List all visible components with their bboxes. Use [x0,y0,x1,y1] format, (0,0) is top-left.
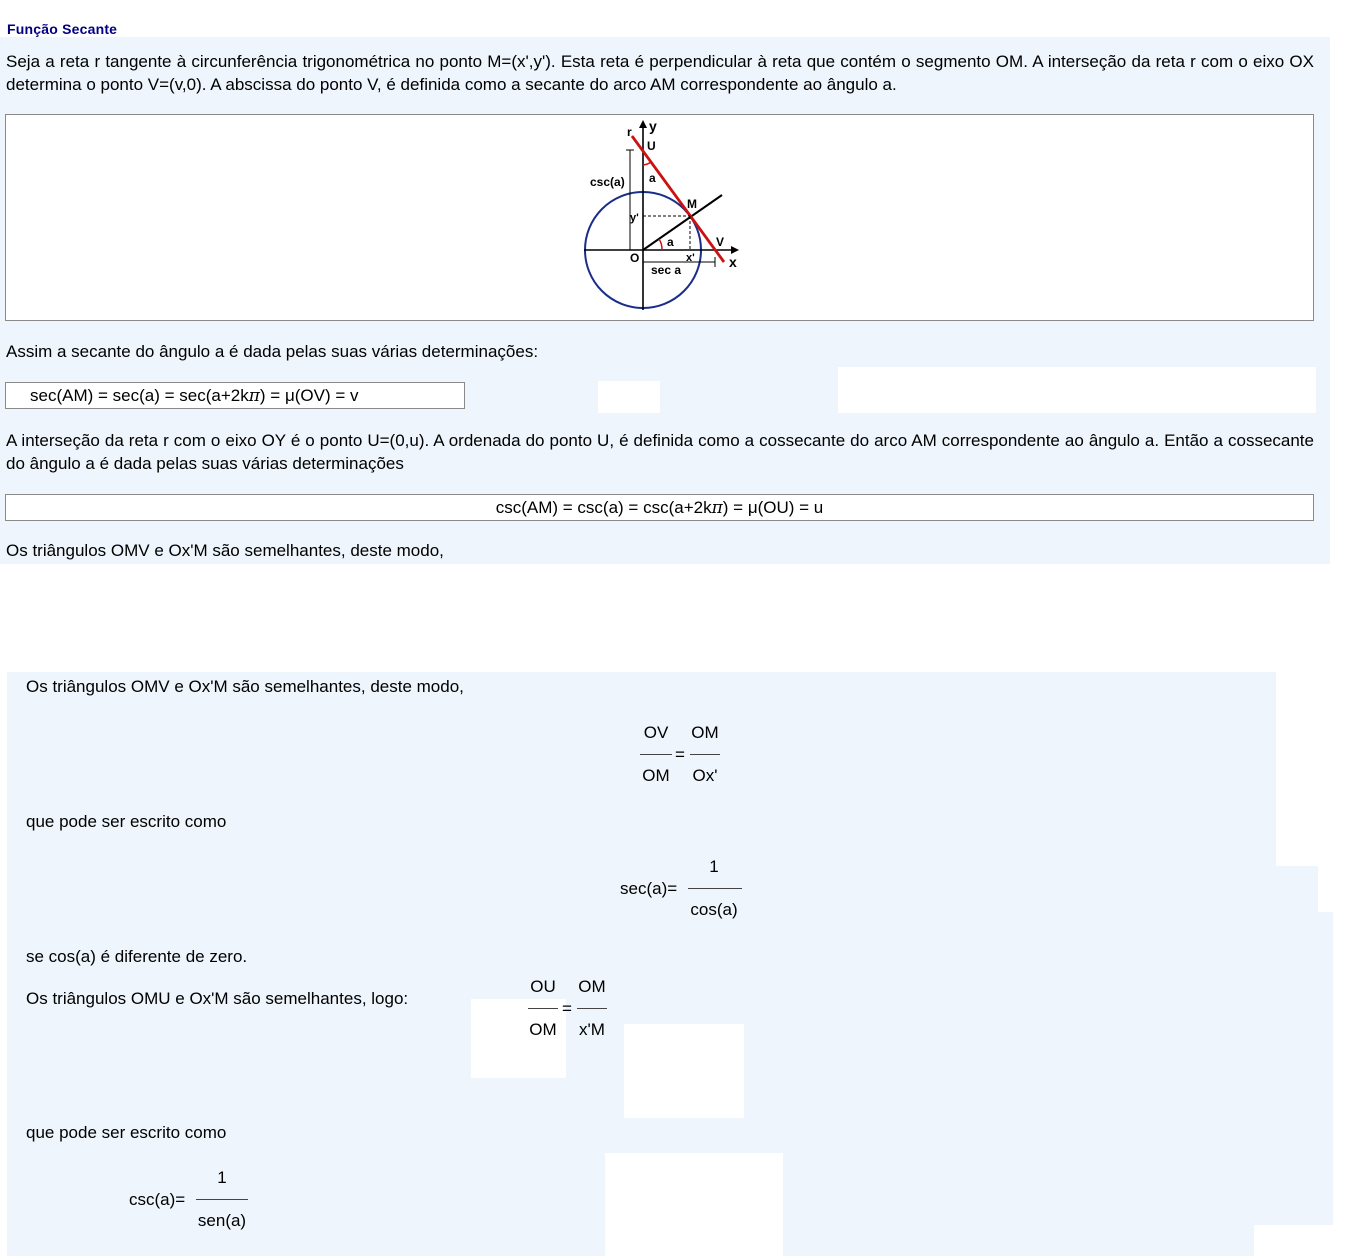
patch [838,367,1316,413]
csc-definition-lhs: csc(a)= [129,1190,186,1209]
pi-symbol: π [711,498,723,518]
tangent-line-r [632,136,724,262]
equals-sign: = [675,745,685,764]
label-sec: sec a [651,263,682,277]
equals-sign: = [562,999,572,1018]
secant-diagram [6,115,1313,320]
cosecant-formula-box [5,494,1314,521]
label-a-top: a [649,171,656,185]
label-y-prime: y' [630,212,639,224]
pi-symbol: π [248,386,260,406]
label-u: U [647,139,656,153]
label-o: O [630,251,640,265]
cosecant-formula: csc(AM) = csc(a) = csc(a+2kπ) = μ(OU) = u [495,498,824,518]
y-axis-arrow [639,120,647,128]
patch [605,1153,783,1256]
intro-paragraph: Seja a reta r tangente à circunferência trigonométrica no ponto M=(x',y'). Esta reta é perpendicular à reta que contém o segmento OM. A interseção da reta r com o eixo OX determina o ponto V=(v,0). A abscissa do ponto V, é definida como a secante do arco AM correspondente ao ângulo a. [6,52,1314,94]
angle-arc-top [643,162,651,165]
cosecant-intro: A interseção da reta r com o eixo OY é o ponto U=(0,u). A ordenada do ponto U, é definida como a cossecante do arco AM correspondente ao ângulo a. Então a cossecante do ângulo a é dada pelas suas várias determinações [6,431,1314,473]
x-axis-arrow [731,246,739,254]
angle-arc-bottom [659,239,662,250]
condition-text: se cos(a) é diferente de zero. [26,947,248,966]
secant-formula-box [5,382,465,409]
label-r: r [627,125,632,139]
patch [624,1024,744,1118]
similar-triangles-omv: Os triângulos OMV e Ox'M são semelhantes, deste modo, [26,677,464,696]
label-a-angle: a [667,235,674,249]
written-as-text: que pode ser escrito como [26,812,227,831]
patch [1254,1225,1339,1256]
label-v: V [716,235,725,249]
similar-triangles-text: Os triângulos OMV e Ox'M são semelhantes, deste modo, [6,541,444,560]
ratio-om-xm: OM x'M [578,977,606,1039]
patch [598,381,660,413]
patch [1276,672,1336,866]
ratio-ov-om: OV OM [636,723,676,786]
ratio-ou-om: OU OM [529,977,557,1039]
label-x-prime: x' [686,252,695,264]
secant-formula: sec(AM) = sec(a) = sec(a+2kπ) = μ(OV) = v [30,386,359,406]
secant-intro: Assim a secante do ângulo a é dada pelas suas várias determinações: [6,342,539,361]
label-y: y [649,118,657,134]
label-csc: csc(a) [590,175,625,189]
ratio-om-ox: OM Ox' [691,723,719,785]
page-title: Função Secante [7,21,118,37]
written-as-text-2: que pode ser escrito como [26,1123,227,1142]
sec-definition-lhs: sec(a)= [620,879,678,898]
label-x: x [729,254,737,270]
sec-definition-fraction: 1 cos(a) [686,857,742,920]
figure-box [5,114,1314,321]
label-m: M [687,197,697,211]
similar-triangles-omu: Os triângulos OMU e Ox'M são semelhantes, logo: [26,989,409,1008]
patch [1318,866,1336,912]
csc-definition-fraction: 1 sen(a) [197,1168,247,1230]
